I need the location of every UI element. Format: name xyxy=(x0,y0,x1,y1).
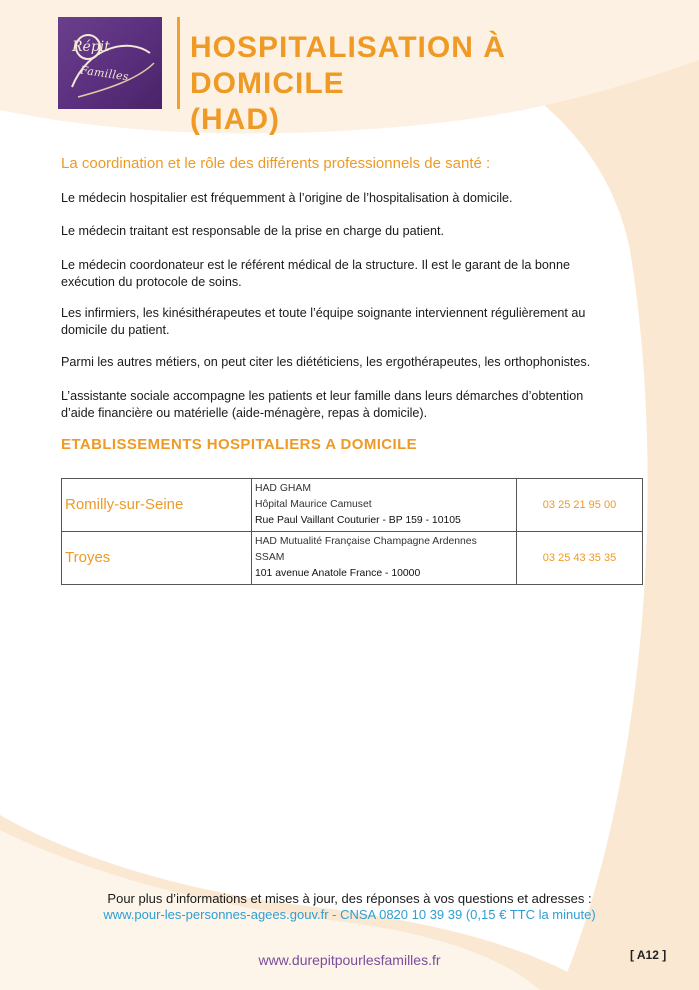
page-number: [ A12 ] xyxy=(630,948,667,962)
footer-info xyxy=(0,891,699,923)
address-cell xyxy=(252,479,517,532)
logo-text-bottom: Familles xyxy=(79,63,130,84)
logo xyxy=(58,17,162,109)
address-line: HAD GHAM xyxy=(255,483,311,494)
paragraph: Le médecin traitant est responsable de la prise en charge du patient. xyxy=(61,224,444,238)
title-divider xyxy=(177,17,180,109)
address-line: Hôpital Maurice Camuset xyxy=(255,499,372,510)
logo-text-top: Répit xyxy=(72,39,110,55)
coordination-title: La coordination et le rôle des différents professionnels de santé : xyxy=(61,155,491,172)
address-line: HAD Mutualité Française Champagne Ardennes xyxy=(255,536,477,547)
page-title-line2: (HAD) xyxy=(190,103,280,136)
address-cell xyxy=(252,532,517,585)
address-line: Rue Paul Vaillant Couturier - BP 159 - 10105 xyxy=(255,515,461,526)
paragraph: Parmi les autres métiers, on peut citer les diététiciens, les ergothérapeutes, les orthophonistes. xyxy=(61,355,591,369)
logo-swirl-icon xyxy=(58,17,162,109)
establishments-title: ETABLISSEMENTS HOSPITALIERS A DOMICILE xyxy=(61,436,418,453)
footer-info-text: Pour plus d’informations et mises à jour, des réponses à vos questions et adresses : xyxy=(107,891,592,906)
table-row xyxy=(62,532,643,585)
city-cell: Troyes xyxy=(62,532,252,585)
address-line: 101 avenue Anatole France - 10000 xyxy=(255,568,421,579)
page-title-line1: HOSPITALISATION À DOMICILE xyxy=(190,31,506,100)
website-link[interactable]: www.durepitpourlesfamilles.fr xyxy=(258,952,441,968)
address-line: SSAM xyxy=(255,552,285,563)
paragraph: Les infirmiers, les kinésithérapeutes et toute l’équipe soignante interviennent régulièrement au domicile du patient. xyxy=(61,306,586,337)
paragraph: L’assistante sociale accompagne les patients et leur famille dans leurs démarches d’obtention d’aide financière ou matérielle (aide-ménagère, repas à domicile). xyxy=(61,389,584,420)
phone-cell: 03 25 43 35 35 xyxy=(517,532,643,585)
paragraph: Le médecin hospitalier est fréquemment à l’origine de l’hospitalisation à domicile. xyxy=(61,191,513,205)
paragraph: Le médecin coordonateur est le référent médical de la structure. Il est le garant de la bonne exécution du protocole de soins. xyxy=(61,258,570,289)
table-row xyxy=(62,479,643,532)
city-cell: Romilly-sur-Seine xyxy=(62,479,252,532)
footer-info-link[interactable]: www.pour-les-personnes-agees.gouv.fr - CNSA 0820 10 39 39 (0,15 € TTC la minute) xyxy=(103,907,596,922)
phone-cell: 03 25 21 95 00 xyxy=(517,479,643,532)
page-title xyxy=(190,30,660,138)
establishments-table xyxy=(61,478,643,585)
